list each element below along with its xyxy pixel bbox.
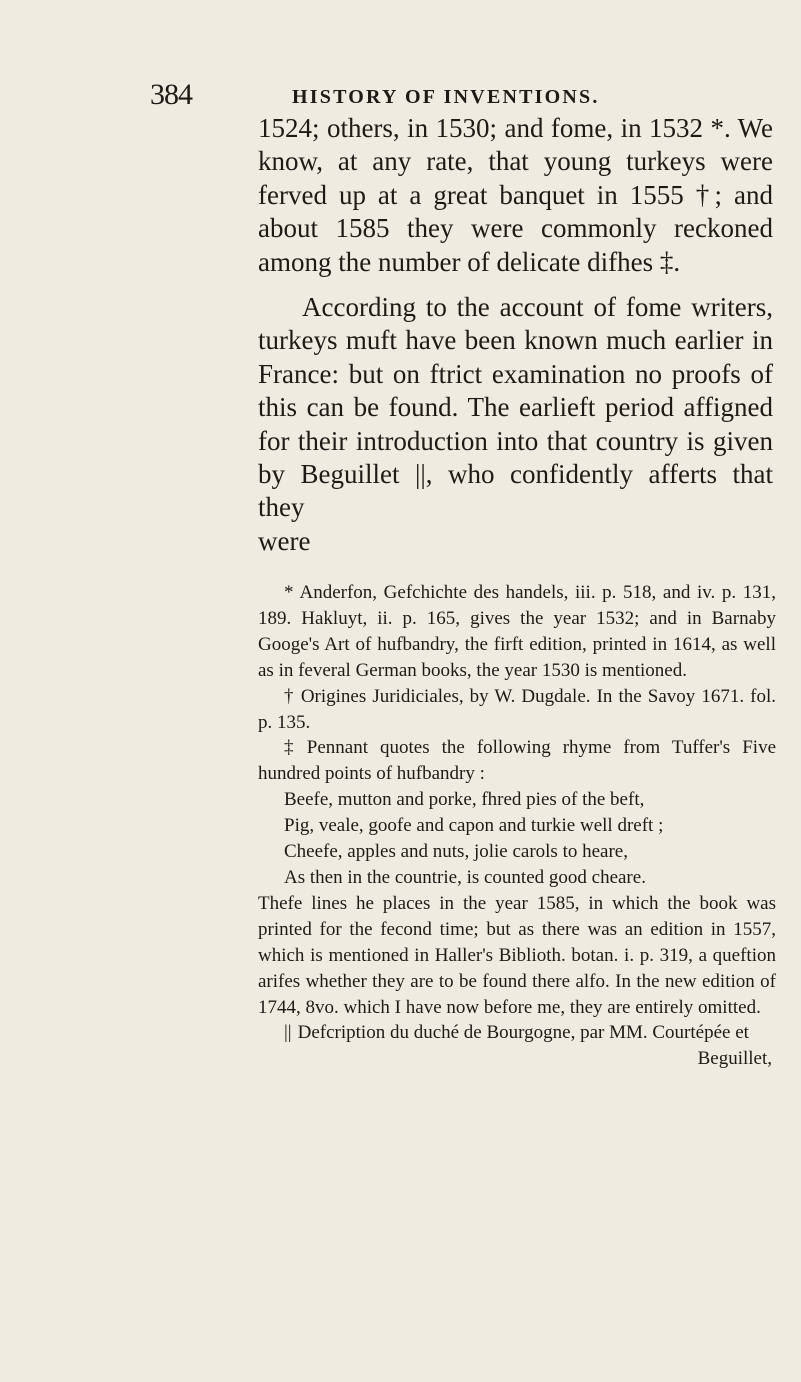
verse-line: Beefe, mutton and porke, fhred pies of the beft, — [284, 789, 645, 811]
footnote-mark: * — [284, 582, 294, 603]
verse-line: Pig, veale, goofe and capon and turkie well dreft ; — [284, 815, 664, 837]
footnote-mark: || — [284, 1022, 292, 1044]
verse-line: As then in the countrie, is counted good cheare. — [284, 866, 646, 888]
body-text — [258, 112, 773, 558]
footnotes — [258, 580, 776, 1072]
footnote-4 — [258, 1020, 776, 1046]
paragraph-2: According to the account of fome writers, turkeys muft have been known much earlier in France: but on ftrict examination no proofs of this can be found. The earlieft period affigned for their introduction into that country is given by Beguillet ||, who confidently afferts that they — [258, 292, 773, 523]
running-title: HISTORY OF INVENTIONS. — [292, 86, 600, 108]
page-number: 384 — [150, 78, 192, 111]
footnote-mark: † — [284, 685, 295, 707]
paragraph-1: 1524; others, in 1530; and fome, in 1532 *. We know, at any rate, that young turkeys were ferved up at a great banquet in 1555 †; and about 1585 they were commonly reckoned among the number of delicate difhes ‡. — [258, 113, 773, 277]
footnote-text: Defcription du duché de Bourgogne, par MM. Courtépée et — [297, 1022, 749, 1044]
footnote-mark: ‡ — [284, 737, 301, 759]
footnote-text: Anderfon, Gefchichte des handels, iii. p. 518, and iv. p. 131, 189. Hakluyt, ii. p. 165, gives the year 1532; and in Barnaby Googe's Art of hufbandry, the firft edition, printed in 1614, as well as in feveral German books, the year 1530 is mentioned. — [258, 582, 776, 681]
footnote-catch-word: Beguillet, — [697, 1048, 772, 1070]
footnote-3-continuation: Thefe lines he places in the year 1585, in which the book was printed for the fecond time; but as there was an edition in 1557, which is mentioned in Haller's Biblioth. botan. i. p. 319, a queftion arifes whether they are to be found there alfo. In the new edition of 1744, 8vo. which I have now before me, they are entirely omitted. — [258, 892, 776, 1018]
footnote-2 — [258, 684, 776, 736]
footnote-1 — [258, 580, 776, 684]
footnote-text: Pennant quotes the following rhyme from Tuffer's Five hundred points of hufbandry : — [258, 737, 776, 785]
footnote-text: Origines Juridiciales, by W. Dugdale. In the Savoy 1671. fol. p. 135. — [258, 685, 777, 733]
page-header — [150, 76, 790, 116]
footnote-3 — [258, 735, 776, 787]
catch-word: were — [258, 525, 311, 556]
verse-line: Cheefe, apples and nuts, jolie carols to heare, — [284, 841, 628, 863]
